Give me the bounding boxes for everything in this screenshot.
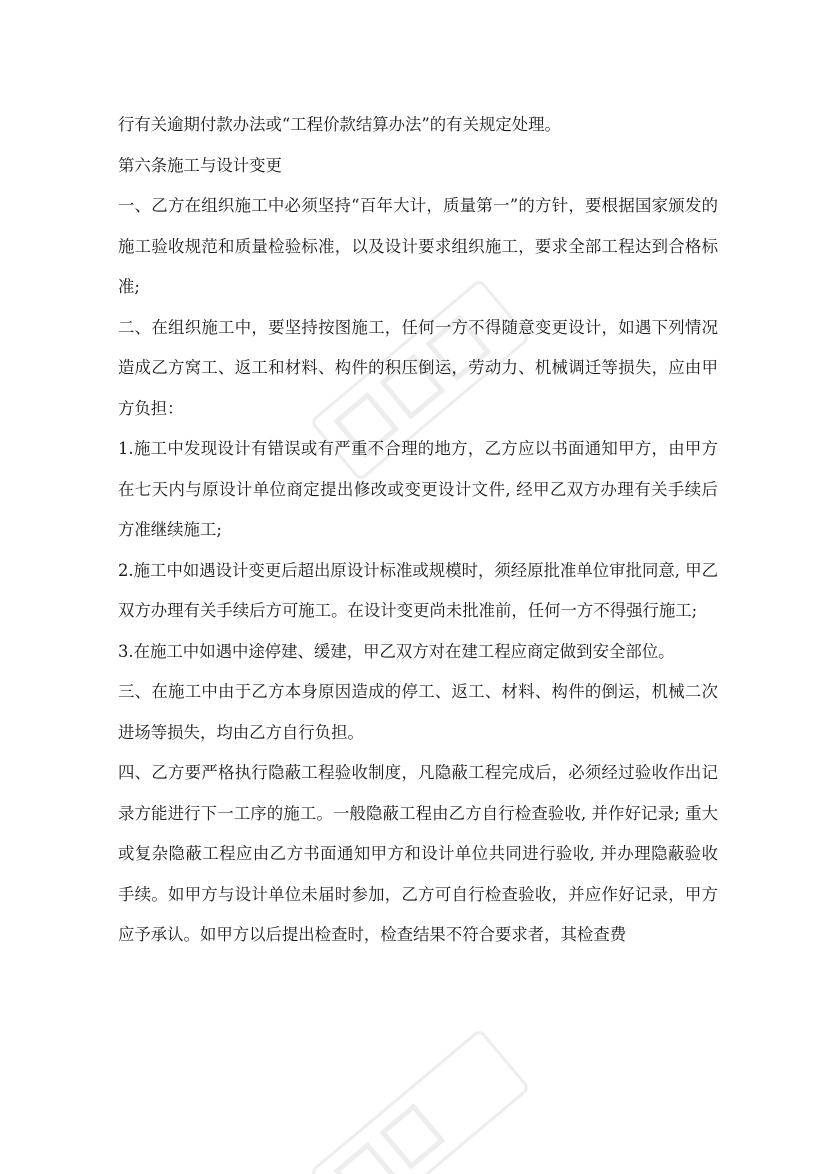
paragraph-item-1: 1.施工中发现设计有错误或有严重不合理的地方，乙方应以书面通知甲方，由甲方在七天内与原设计单位商定提出修改或变更设计文件, 经甲乙双方办理有关手续后方准继续施工; xyxy=(118,439,718,539)
paragraph-item-2: 2.施工中如遇设计变更后超出原设计标准或规模时，须经原批准单位审批同意, 甲乙双方办理有关手续后方可施工。在设计变更尚未批准前，任何一方不得强行施工; xyxy=(118,560,718,620)
article-6-heading: 第六条施工与设计变更 xyxy=(118,155,282,175)
paragraph-clause-3: 三、在施工中由于乙方本身原因造成的停工、返工、材料、构件的倒运，机械二次进场等损失，均由乙方自行负担。 xyxy=(118,682,718,742)
paragraph-clause-4: 四、乙方要严格执行隐蔽工程验收制度，凡隐蔽工程完成后，必须经过验收作出记录方能进行下一工序的施工。一般隐蔽工程由乙方自行检查验收, 并作好记录; 重大或复杂隐蔽工程应由乙方书面通知甲方和设计单位共同进行验收, 并办理隐蔽验收手续。如甲方与设计单位未届时参加，乙方可自行检查验收，并应作好记录，甲方应予承认。如甲方以后提出检查时，检查结果不符合要求者，其检查费 xyxy=(118,763,718,944)
paragraph-overdue-payment: 行有关逾期付款办法或“工程价款结算办法”的有关规定处理。 xyxy=(118,115,561,134)
paragraph-item-3: 3.在施工中如遇中途停建、缓建，甲乙双方对在建工程应商定做到安全部位。 xyxy=(118,641,675,661)
watermark-lower xyxy=(311,1030,528,1174)
paragraph-clause-2: 二、在组织施工中，要坚持按图施工，任何一方不得随意变更设计，如遇下列情况造成乙方窝工、返工和材料、构件的积压倒运，劳动力、机械调迁等损失，应由甲方负担： xyxy=(118,317,718,418)
document-body xyxy=(118,105,718,956)
paragraph-clause-1: 一、乙方在组织施工中必须坚持“百年大计，质量第一”的方针，要根据国家颁发的施工验收规范和质量检验标准，以及设计要求组织施工，要求全部工程达到合格标准; xyxy=(118,196,718,296)
